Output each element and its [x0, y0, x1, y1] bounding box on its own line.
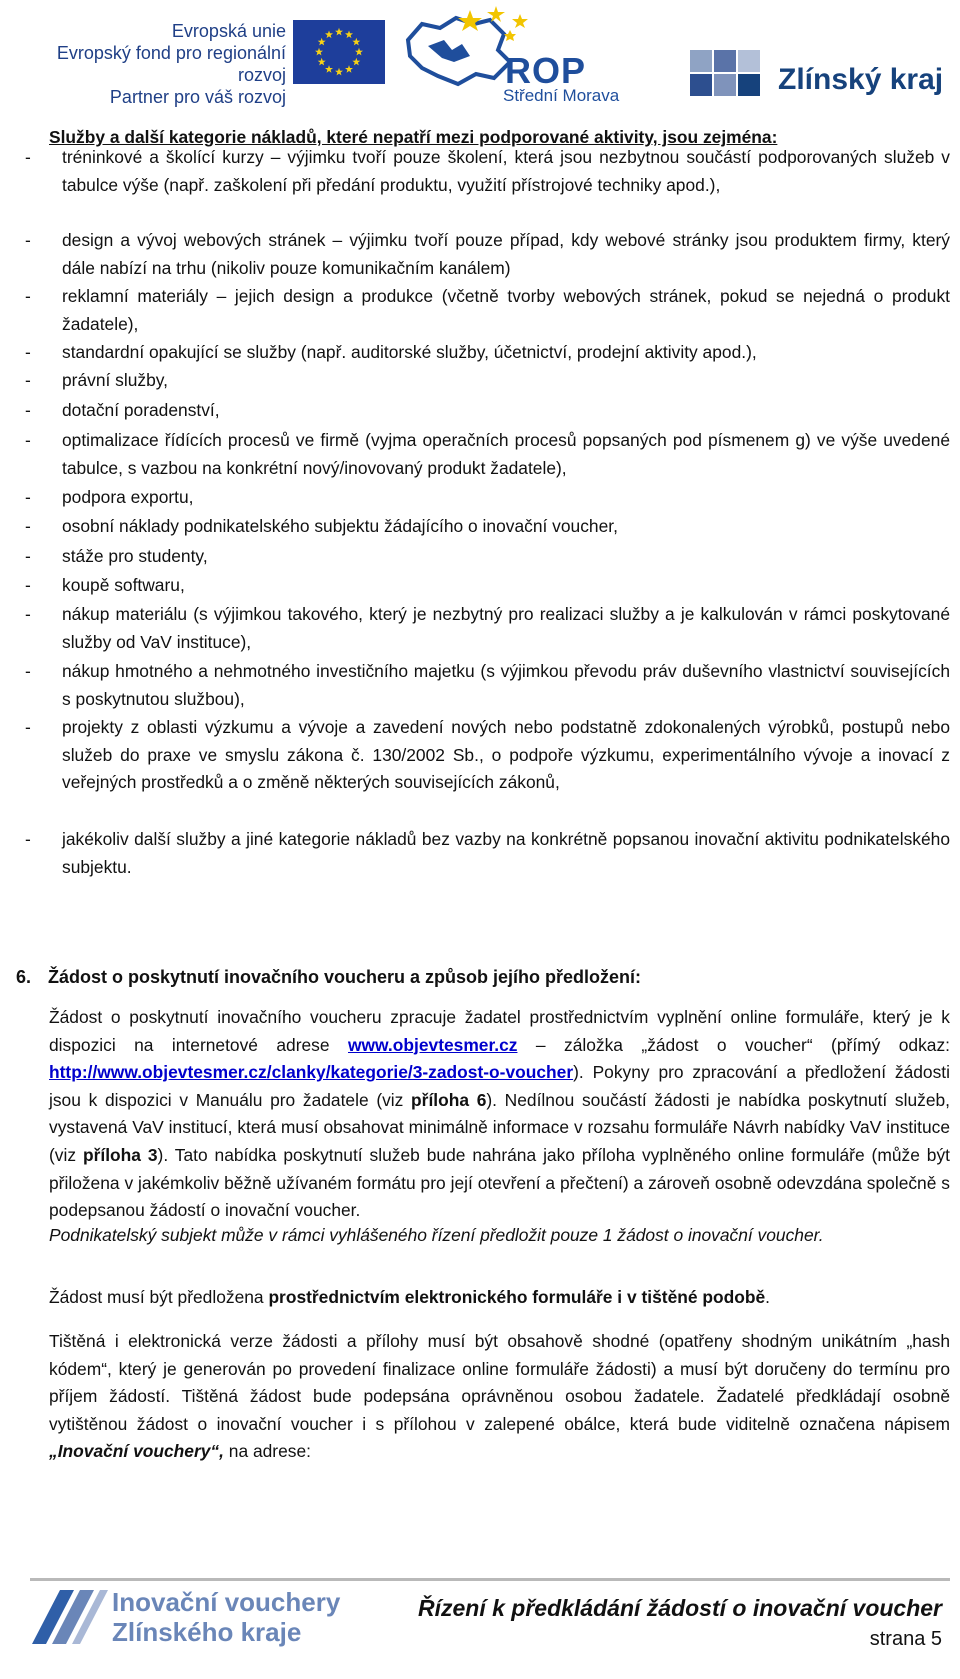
- logo-header: [0, 0, 960, 112]
- list-dash: -: [25, 147, 31, 167]
- list-dash: -: [25, 430, 31, 450]
- list-dash: -: [25, 546, 31, 566]
- list-item-text: optimalizace řídících procesů ve firmě (vyjma operačních procesů popsaných pod písmenem g) ve výše uvedené tabulce, s vazbou na konkrétní nový/inovovaný produkt žadatele),: [62, 430, 950, 478]
- footer-rule: [30, 1578, 950, 1581]
- para-text: Žádost musí být předložena: [49, 1287, 269, 1307]
- list-item-text: podpora exportu,: [62, 487, 194, 507]
- list-dash: -: [25, 487, 31, 507]
- list-dash: -: [25, 370, 31, 390]
- zk-name: Zlínský kraj: [778, 63, 944, 96]
- footer-doc-title: Řízení k předkládání žádostí o inovační voucher: [417, 1595, 942, 1621]
- annex-6-ref: příloha 6: [411, 1089, 487, 1110]
- para-text: na adrese:: [223, 1441, 311, 1462]
- list-item-text: osobní náklady podnikatelského subjektu žádajícího o inovační voucher,: [62, 516, 618, 536]
- zk-squares-icon: [690, 46, 770, 106]
- list-item-text: reklamní materiály – jejich design a produkce (včetně tvorby webových stránek, pokud se nejedná o produkt žadatele),: [62, 286, 950, 334]
- eu-line-3: Partner pro váš rozvoj: [109, 87, 286, 107]
- zlinsky-kraj-logo: [690, 46, 952, 106]
- eu-flag-icon: [293, 20, 385, 84]
- list-item-text: stáže pro studenty,: [62, 546, 208, 566]
- list-item: [25, 484, 950, 512]
- paragraph-limit: Podnikatelský subjekt může v rámci vyhlášeného řízení předložit pouze 1 žádost o inovační voucher.: [49, 1225, 824, 1245]
- paragraph-printed-version: [49, 1328, 950, 1466]
- footer-brand: [112, 1587, 340, 1647]
- list-item-text: tréninkové a školící kurzy – výjimku tvoří pouze školení, která jsou nezbytnou součástí podporovaných služeb v tabulce výše (např. zaškolení při předání produktu, využití přístrojové techniky apod.),: [62, 147, 950, 195]
- direct-voucher-link[interactable]: http://www.objevtesmer.cz/clanky/kategorie/3-zadost-o-voucher: [49, 1062, 574, 1083]
- list-dash: -: [25, 717, 31, 737]
- list-item: [25, 714, 950, 797]
- para-text: ). Tato nabídka poskytnutí služeb bude nahrána jako příloha vyplněného online formuláře (může být přiložena v jakémkoliv běžně užívaném formátu pro její otevření a přečtení) a zároveň osobně odevzdána společně s podepsanou žádostí o inovační voucher.: [49, 1144, 950, 1221]
- para-text: Žádost o poskytnutí inovačního voucheru zpracuje žadatel prostřednictvím vyplnění online formuláře, který je k dispozici na internetové adrese: [49, 1007, 950, 1055]
- paragraph-application: [49, 1004, 950, 1225]
- para-text: ). Pokyny pro zpracování a předložení žádosti jsou k dispozici v Manuálu pro žadatele (viz: [49, 1062, 950, 1110]
- para-text: .: [765, 1287, 770, 1307]
- objevtesmer-link[interactable]: www.objevtesmer.cz: [348, 1034, 518, 1055]
- section-6-title: Žádost o poskytnutí inovačního voucheru a způsob jejího předložení:: [48, 967, 642, 987]
- rop-region: Střední Morava: [503, 86, 620, 105]
- list-item-text: právní služby,: [62, 370, 168, 390]
- footer-brand-line-1: Inovační vouchery: [112, 1587, 341, 1617]
- paragraph-submission: [49, 1284, 950, 1312]
- list-dash: -: [25, 286, 31, 306]
- list-item: [25, 572, 950, 600]
- list-item-text: nákup hmotného a nehmotného investičního majetku (s výjimkou převodu práv duševního vlastnictví souvisejících s poskytnutou službou),: [62, 661, 950, 709]
- annex-3-ref: příloha 3: [82, 1144, 158, 1165]
- list-item: [25, 339, 950, 367]
- list-item: [25, 601, 950, 656]
- para-text: Tištěná i elektronická verze žádosti a přílohy musí být obsahově shodné (opatřeny shodným unikátním „hash kódem“, který je generován po provedení finalizace online formuláře žádosti) a musí být doručeny do termínu pro příjem žádostí. Tištěná žádost bude podepsána oprávněnou osobou žadatele. Žadatelé předkládají osobně vytištěnou žádost o inovační voucher i s přílohou v zalepené obálce, která bude viditelně označena nápisem: [49, 1331, 950, 1434]
- list-item-text: projekty z oblasti výzkumu a vývoje a zavedení nových nebo podstatně zdokonalených výrobků, postupů nebo služeb do praxe ve smyslu zákona č. 130/2002 Sb., o podpoře výzkumu, experimentálního vývoje a inovací z veřejných prostředků a o změně některých souvisejících zákonů,: [62, 717, 950, 793]
- list-item: [25, 543, 950, 571]
- list-dash: -: [25, 400, 31, 420]
- list-item-text: design a vývoj webových stránek – výjimku tvoří pouze případ, kdy webové stránky jsou produktem firmy, který dále nabízí na trhu (nikoliv pouze komunikačním kanálem): [62, 230, 950, 278]
- list-item: [25, 658, 950, 713]
- footer-page-number: strana 5: [869, 1628, 942, 1650]
- list-dash: -: [25, 604, 31, 624]
- section-6-number: 6.: [16, 967, 32, 987]
- list-item: [25, 826, 950, 881]
- list-dash: -: [25, 661, 31, 681]
- para-text: ). Nedílnou součástí žádosti je nabídka poskytnutí služeb, vystavená VaV institucí, která musí obsahovat minimálně informace v rozsahu formuláře Návrh nabídky VaV instituce (viz: [49, 1089, 951, 1165]
- list-item: [25, 144, 950, 199]
- rop-name: ROP: [505, 50, 587, 91]
- list-dash: -: [25, 575, 31, 595]
- list-item: [25, 427, 950, 482]
- eu-line-2: Evropský fond pro regionální rozvoj: [56, 43, 286, 85]
- eu-logo-text: [4, 20, 286, 108]
- list-dash: -: [25, 230, 31, 250]
- list-item: [25, 513, 950, 541]
- para-text: – záložka „žádost o voucher“ (přímý odkaz:: [517, 1034, 951, 1055]
- rop-logo: [400, 4, 640, 109]
- list-item: [25, 227, 950, 282]
- eu-line-1: Evropská unie: [171, 21, 286, 41]
- list-dash: -: [25, 342, 31, 362]
- section-title: Služby a další kategorie nákladů, které nepatří mezi podporované aktivity, jsou zejména:: [49, 127, 778, 147]
- vouchery-logo-icon: [30, 1586, 110, 1648]
- envelope-label: „Inovační vouchery“,: [49, 1441, 224, 1462]
- list-item: [25, 283, 950, 338]
- footer-brand-line-2: Zlínského kraje: [112, 1617, 302, 1647]
- list-dash: -: [25, 516, 31, 536]
- list-item-text: koupě softwaru,: [62, 575, 185, 595]
- list-item: [25, 367, 950, 395]
- list-item-text: nákup materiálu (s výjimkou takového, který je nezbytný pro realizaci služby a je kalkulován v rámci poskytované služby od VaV instituce),: [62, 604, 950, 652]
- list-item: [25, 397, 950, 425]
- list-dash: -: [25, 829, 31, 849]
- submission-form-bold: prostřednictvím elektronického formuláře i v tištěné podobě: [268, 1287, 766, 1307]
- list-item-text: standardní opakující se služby (např. auditorské služby, účetnictví, prodejní aktivity apod.),: [62, 342, 757, 362]
- list-item-text: jakékoliv další služby a jiné kategorie nákladů bez vazby na konkrétně popsanou inovační aktivitu podnikatelského subjektu.: [62, 829, 950, 877]
- list-item-text: dotační poradenství,: [62, 400, 220, 420]
